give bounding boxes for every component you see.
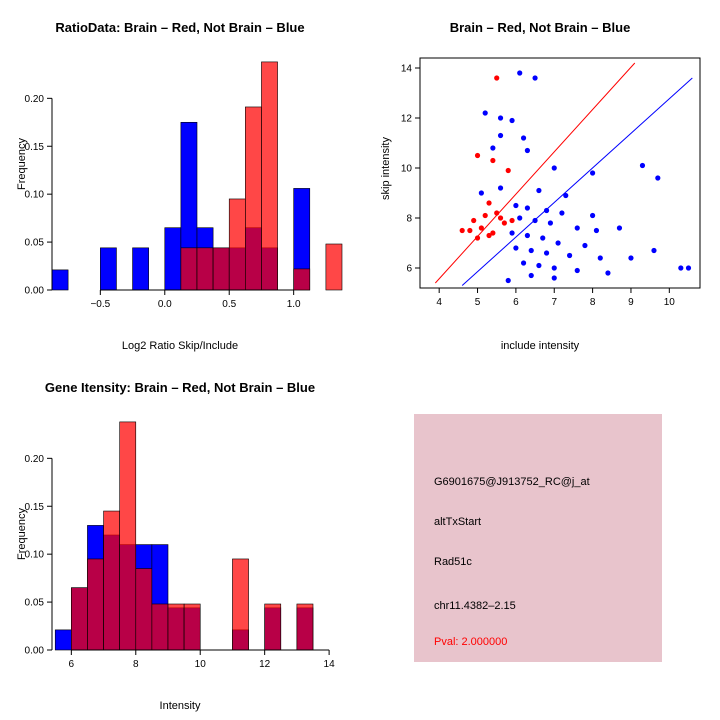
svg-text:6: 6	[406, 263, 412, 275]
scatter-xlabel: include intensity	[500, 340, 580, 352]
ratio-histogram-plot	[0, 40, 360, 340]
svg-text:0.00: 0.00	[24, 645, 44, 657]
svg-text:14: 14	[323, 659, 335, 670]
svg-text:10: 10	[400, 163, 412, 175]
svg-text:14: 14	[400, 63, 412, 75]
scatter-plot	[360, 40, 720, 340]
svg-text:0.0: 0.0	[157, 299, 172, 310]
intensity-histogram-title: Gene Itensity: Brain – Red, Not Brain – Blue	[44, 380, 316, 395]
svg-text:0.05: 0.05	[24, 237, 44, 249]
svg-text:4: 4	[436, 297, 442, 308]
panel-scatter	[360, 0, 720, 360]
svg-text:9: 9	[628, 297, 634, 308]
probe-id-text: G6901675@J913752_RC@j_at	[434, 476, 590, 488]
intensity-histogram-plot	[0, 400, 360, 700]
svg-text:12: 12	[259, 659, 271, 670]
scatter-ylabel: skip intensity	[380, 137, 392, 200]
svg-text:0.20: 0.20	[24, 453, 44, 465]
svg-text:12: 12	[400, 113, 412, 125]
panel-intensity-histogram	[0, 360, 360, 720]
svg-text:6: 6	[513, 297, 519, 308]
svg-text:0.05: 0.05	[24, 597, 44, 609]
gene-name-text: Rad51c	[434, 556, 472, 568]
locus-text: chr11.4382–2.15	[434, 600, 516, 612]
svg-text:6: 6	[68, 659, 75, 670]
svg-text:0.15: 0.15	[24, 141, 44, 153]
intensity-histogram-xlabel: Intensity	[159, 700, 201, 712]
ratio-histogram-xlabel: Log2 Ratio Skip/Include	[121, 340, 239, 352]
svg-text:0.20: 0.20	[24, 93, 44, 105]
svg-text:1.0: 1.0	[286, 299, 301, 310]
panel-ratio-histogram	[0, 0, 360, 360]
scatter-title: Brain – Red, Not Brain – Blue	[449, 20, 631, 35]
svg-text:10: 10	[194, 659, 206, 670]
ratio-histogram-title: RatioData: Brain – Red, Not Brain – Blue	[55, 20, 305, 35]
gene-info-box	[414, 414, 662, 662]
ratio-histogram-ylabel: Frequency	[16, 138, 28, 190]
svg-text:0.10: 0.10	[24, 549, 44, 561]
intensity-histogram-ylabel: Frequency	[16, 508, 28, 560]
svg-text:0.5: 0.5	[222, 299, 237, 310]
svg-text:8: 8	[589, 297, 596, 308]
svg-text:5: 5	[474, 297, 481, 308]
svg-text:0.10: 0.10	[24, 189, 44, 201]
svg-text:10: 10	[663, 297, 675, 308]
svg-text:8: 8	[406, 213, 412, 225]
svg-text:−0.5: −0.5	[90, 299, 111, 310]
svg-text:7: 7	[551, 297, 558, 308]
event-type-text: altTxStart	[434, 516, 482, 528]
pval-text: Pval: 2.000000	[434, 636, 508, 648]
svg-text:8: 8	[132, 659, 139, 670]
svg-text:0.00: 0.00	[24, 285, 44, 297]
svg-text:0.15: 0.15	[24, 501, 44, 513]
